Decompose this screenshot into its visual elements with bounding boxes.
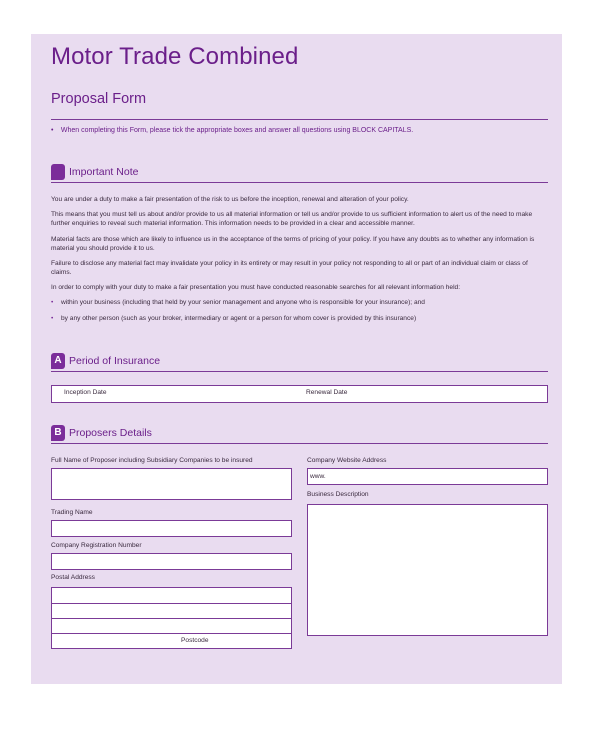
- note-badge-icon: [51, 164, 65, 180]
- section-b-heading: Proposers Details: [69, 427, 152, 439]
- form-subtitle: Proposal Form: [51, 91, 147, 107]
- note-paragraph: This means that you must tell us about and/or provide to us all material information or tell us and/or provide to us sufficient information to alert us of the need to make further enquiries to reveal such material information. This information needs to be provided in a clear and accessible manner.: [51, 211, 533, 227]
- section-b-badge: B: [51, 425, 65, 441]
- period-of-insurance-row: [51, 385, 548, 403]
- postal-address-label: Postal Address: [51, 574, 95, 581]
- website-field-value: www.: [310, 473, 326, 480]
- instruction-text: When completing this Form, please tick the appropriate boxes and answer all questions using BLOCK CAPITALS.: [60, 127, 414, 134]
- section-b-divider: [51, 443, 548, 444]
- postcode-label: Postcode: [181, 637, 209, 644]
- bullet-icon: •: [51, 127, 54, 134]
- bullet-icon: •: [51, 299, 54, 306]
- note-divider: [51, 182, 548, 183]
- bullet-icon: •: [51, 315, 54, 322]
- address-line-divider: [51, 618, 292, 619]
- business-description-field[interactable]: [307, 504, 548, 636]
- website-label: Company Website Address: [307, 457, 387, 464]
- website-field[interactable]: [307, 468, 548, 485]
- business-description-label: Business Description: [307, 491, 369, 498]
- note-paragraph: Failure to disclose any material fact may invalidate your policy in its entirety or may result in your policy not responding to all or part of an individual claim or class of claims.: [51, 260, 528, 276]
- note-bullet: • by any other person (such as your broker, intermediary or agent or a person for whom cover is provided by this insurance): [51, 315, 417, 322]
- trading-name-field[interactable]: [51, 520, 292, 537]
- important-note-heading: Important Note: [69, 166, 139, 178]
- section-a-heading: Period of Insurance: [69, 355, 161, 367]
- note-paragraph: Material facts are those which are likely to influence us in the acceptance of the terms of pricing of your policy. If you have any doubts as to whether any information is material you should provide it to us.: [51, 236, 535, 252]
- section-a-badge: A: [51, 353, 65, 369]
- header-divider: [51, 119, 548, 120]
- renewal-date-label: Renewal Date: [306, 389, 348, 396]
- section-a-divider: [51, 371, 548, 372]
- address-line-divider: [51, 633, 292, 634]
- trading-name-label: Trading Name: [51, 509, 93, 516]
- note-paragraph: You are under a duty to make a fair presentation of the risk to us before the inception, renewal and alteration of your policy.: [51, 196, 409, 203]
- address-line-divider: [51, 603, 292, 604]
- note-bullet: • within your business (including that held by your senior management and anyone who is responsible for your insurance); and: [51, 299, 425, 306]
- full-name-label: Full Name of Proposer including Subsidiary Companies to be insured: [51, 457, 253, 464]
- instruction-line: [51, 127, 413, 134]
- form-title: Motor Trade Combined: [51, 43, 299, 70]
- registration-number-label: Company Registration Number: [51, 542, 142, 549]
- inception-date-label: Inception Date: [64, 389, 107, 396]
- full-name-field[interactable]: [51, 468, 292, 500]
- note-paragraph: In order to comply with your duty to make a fair presentation you must have conducted reasonable searches for all relevant information held:: [51, 284, 461, 291]
- registration-number-field[interactable]: [51, 553, 292, 570]
